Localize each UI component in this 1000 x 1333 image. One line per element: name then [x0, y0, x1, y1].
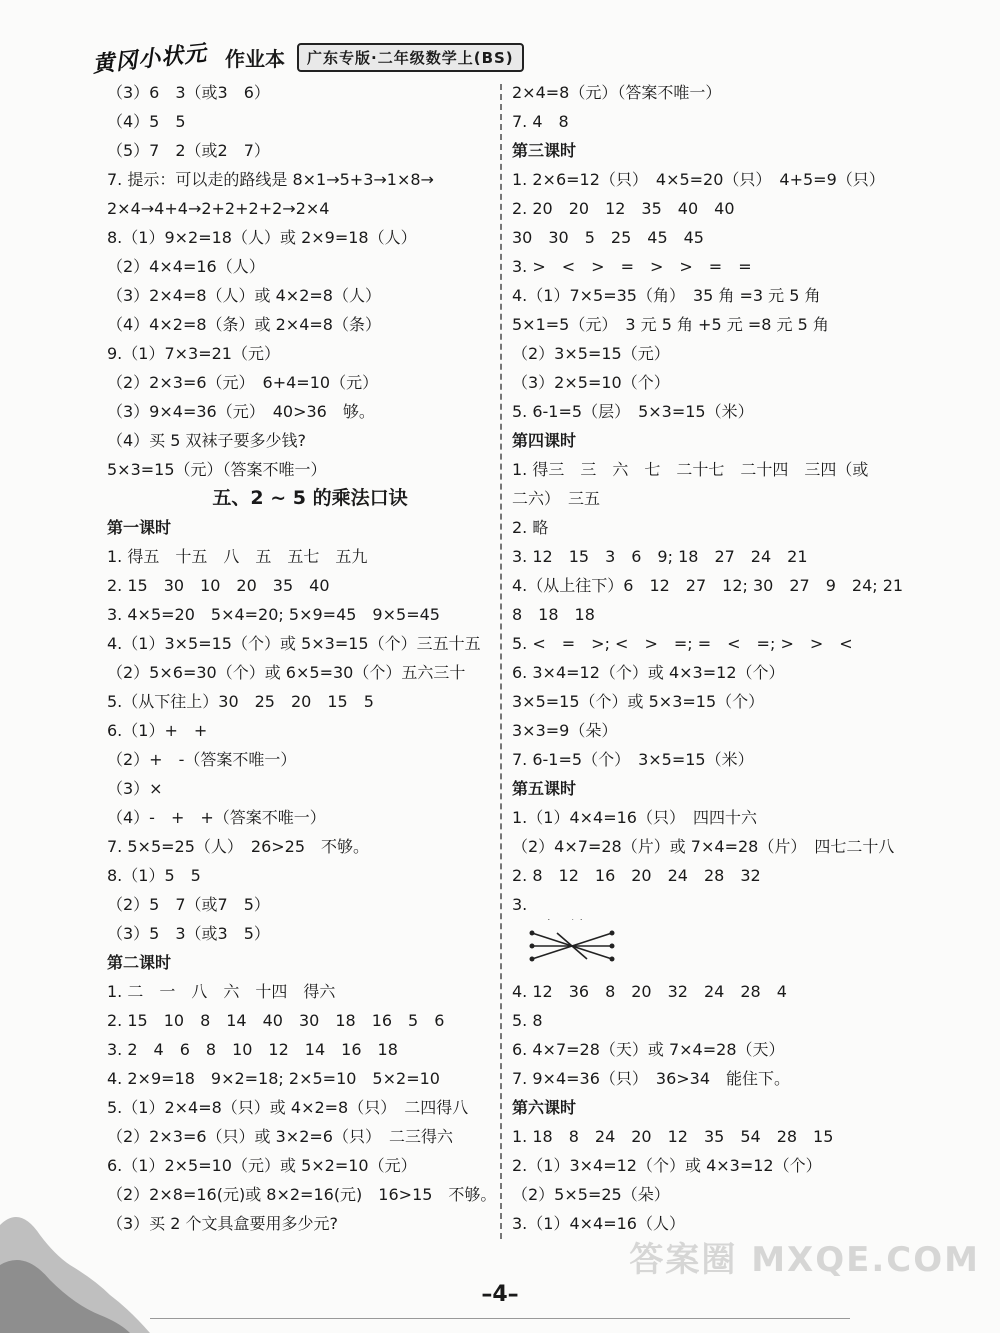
answer-line: （2）5×5=25（朵） — [512, 1185, 670, 1204]
answer-line: （2）4×4=16（人） — [107, 257, 265, 276]
answer-line: 二六） 三五 — [512, 489, 601, 508]
answer-line: 9.（1）7×3=21（元） — [107, 344, 280, 363]
answer-line: 8.（1）5 5 — [107, 866, 201, 885]
answer-line: 2×4→4+4→2+2+2+2→2×4 — [107, 199, 330, 218]
answer-line: （2）+ -（答案不唯一） — [107, 750, 297, 769]
answer-line: （3）6 3（或3 6） — [107, 83, 270, 102]
answer-line: （2）2×3=6（元） 6+4=10（元） — [107, 373, 379, 392]
answer-line: 1. 得三 三 六 七 二十七 二十四 三四（或 — [512, 460, 869, 479]
lesson-heading: 第六课时 — [512, 1098, 577, 1117]
answer-line: 2. 15 30 10 20 35 40 — [107, 576, 330, 595]
page-footer-rule — [150, 1318, 850, 1319]
answer-line: 1. 2×6=12（只） 4×5=20（只） 4+5=9（只） — [512, 170, 885, 189]
right-column — [512, 78, 904, 1238]
watermark: 答案圈 MXQE.COM — [629, 1240, 980, 1280]
answer-line: 3. 2 4 6 8 10 12 14 16 18 — [107, 1040, 398, 1059]
answer-line: 5. 8 — [512, 1011, 543, 1030]
section-title: 五、2 ~ 5 的乘法口诀 — [212, 487, 408, 509]
answer-line: 5×3=15（元）（答案不唯一） — [107, 460, 327, 479]
answer-line: 6. 3×4=12（个）或 4×3=12（个） — [512, 663, 785, 682]
answer-line: 5. < = >; < > =; = < =; > > < — [512, 634, 853, 653]
answer-line: （3）2×5=10（个） — [512, 373, 670, 392]
answer-line: 5. 6-1=5（层） 5×3=15（米） — [512, 402, 754, 421]
answer-line: （2）5×6=30（个）或 6×5=30（个）五六三十 — [107, 663, 466, 682]
lesson-heading: 第一课时 — [107, 518, 172, 537]
lesson-heading: 第三课时 — [512, 141, 577, 160]
answer-line: 1. 得五 十五 八 五 五七 五九 — [107, 547, 368, 566]
book-type: 作业本 — [225, 46, 286, 71]
answer-line: （4）5 5 — [107, 112, 186, 131]
answer-line: （2）5 7（或7 5） — [107, 895, 270, 914]
brand-logo: 黄冈小状元 — [91, 39, 209, 78]
answer-line: （2）2×3=6（只）或 3×2=6（只） 二三得六 — [107, 1127, 453, 1146]
answer-line: 4.（从上往下）6 12 27 12; 30 27 9 24; 21 — [512, 576, 904, 595]
answer-line: 3×5=15（个）或 5×3=15（个） — [512, 692, 765, 711]
answer-line: 7. 提示：可以走的路线是 8×1→5+3→1×8→ — [107, 170, 434, 189]
answer-line: 3. 12 15 3 6 9; 18 27 24 21 — [512, 547, 808, 566]
answer-line: （4）4×2=8（条）或 2×4=8（条） — [107, 315, 381, 334]
answer-line: （3）9×4=36（元） 40>36 够。 — [107, 402, 375, 421]
answer-line: 2. 略 — [512, 518, 549, 537]
answer-line: （5）7 2（或2 7） — [107, 141, 270, 160]
answer-line: 3. > < > = > > = = — [512, 257, 752, 276]
answer-line: 8.（1）9×2=18（人）或 2×9=18（人） — [107, 228, 417, 247]
answer-line: 3. 4×5=20 5×4=20; 5×9=45 9×5=45 — [107, 605, 440, 624]
answer-line: 5.（从下往上）30 25 20 15 5 — [107, 692, 374, 711]
answer-line: 2. 15 10 8 14 40 30 18 16 5 6 — [107, 1011, 445, 1030]
answer-line: 5×1=5（元） 3 元 5 角 +5 元 =8 元 5 角 — [512, 315, 829, 334]
answer-line: 30 30 5 25 45 45 — [512, 228, 704, 247]
page-header — [92, 38, 524, 76]
answer-line: 7. 5×5=25（人） 26>25 不够。 — [107, 837, 370, 856]
answer-line: 2×4=8（元）（答案不唯一） — [512, 83, 722, 102]
answer-line: 5.（1）2×4=8（只）或 4×2=8（只） 二四得八 — [107, 1098, 469, 1117]
answer-diagram-label: 3. — [512, 895, 528, 914]
answer-line: （2）2×8=16(元)或 8×2=16(元) 16>15 不够。 — [107, 1185, 497, 1204]
column-divider — [500, 84, 502, 1239]
answer-line: 3×3=9（朵） — [512, 721, 618, 740]
answer-line: 1. 二 一 八 六 十四 得六 — [107, 982, 336, 1001]
answer-line: 6.（1）2×5=10（元）或 5×2=10（元） — [107, 1156, 417, 1175]
answer-line: 2. 20 20 12 35 40 40 — [512, 199, 735, 218]
lesson-heading: 第四课时 — [512, 431, 577, 450]
left-column — [107, 78, 497, 1238]
answer-line: 6. 4×7=28（天）或 7×4=28（天） — [512, 1040, 785, 1059]
answer-line: 1. 18 8 24 20 12 35 54 28 15 — [512, 1127, 834, 1146]
answer-line: 4. 2×9=18 9×2=18; 2×5=10 5×2=10 — [107, 1069, 440, 1088]
answer-line: 4.（1）3×5=15（个）或 5×3=15（个）三五十五 — [107, 634, 481, 653]
page-number: –4– — [481, 1282, 519, 1307]
answer-line: （2）4×7=28（片）或 7×4=28（片） 四七二十八 — [512, 837, 895, 856]
lesson-heading: 第五课时 — [512, 779, 577, 798]
edition-badge: 广东专版·二年级数学上(BS) — [297, 43, 524, 72]
answer-line: 8 18 18 — [512, 605, 595, 624]
answer-line: （3）5 3（或3 5） — [107, 924, 270, 943]
answer-line: （3）买 2 个文具盒要用多少元? — [107, 1214, 339, 1233]
answer-line: （2）3×5=15（元） — [512, 344, 670, 363]
answer-line: 3.（1）4×4=16（人） — [512, 1214, 685, 1233]
decorative-landscape — [0, 1205, 150, 1333]
answer-line: 7. 9×4=36（只） 36>34 能住下。 — [512, 1069, 791, 1088]
answer-line: 7. 4 8 — [512, 112, 569, 131]
lesson-heading: 第二课时 — [107, 953, 172, 972]
answer-line: 4. 12 36 8 20 32 24 28 4 — [512, 982, 787, 1001]
answer-line: （3）2×4=8（人）或 4×2=8（人） — [107, 286, 381, 305]
answer-line: 6.（1）+ + — [107, 721, 208, 740]
answer-line: 2. 8 12 16 20 24 28 32 — [512, 866, 761, 885]
answer-line: 1.（1）4×4=16（只） 四四十六 — [512, 808, 757, 827]
answer-line: 7. 6-1=5（个） 3×5=15（米） — [512, 750, 754, 769]
answer-line: （4）买 5 双袜子要多少钱? — [107, 431, 307, 450]
answer-line: （4）- + +（答案不唯一） — [107, 808, 326, 827]
answer-line: 2.（1）3×4=12（个）或 4×3=12（个） — [512, 1156, 822, 1175]
answer-line: （3）× — [107, 779, 163, 798]
answer-line: 4.（1）7×5=35（角） 35 角 =3 元 5 角 — [512, 286, 821, 305]
line-matching-diagram — [512, 919, 904, 977]
